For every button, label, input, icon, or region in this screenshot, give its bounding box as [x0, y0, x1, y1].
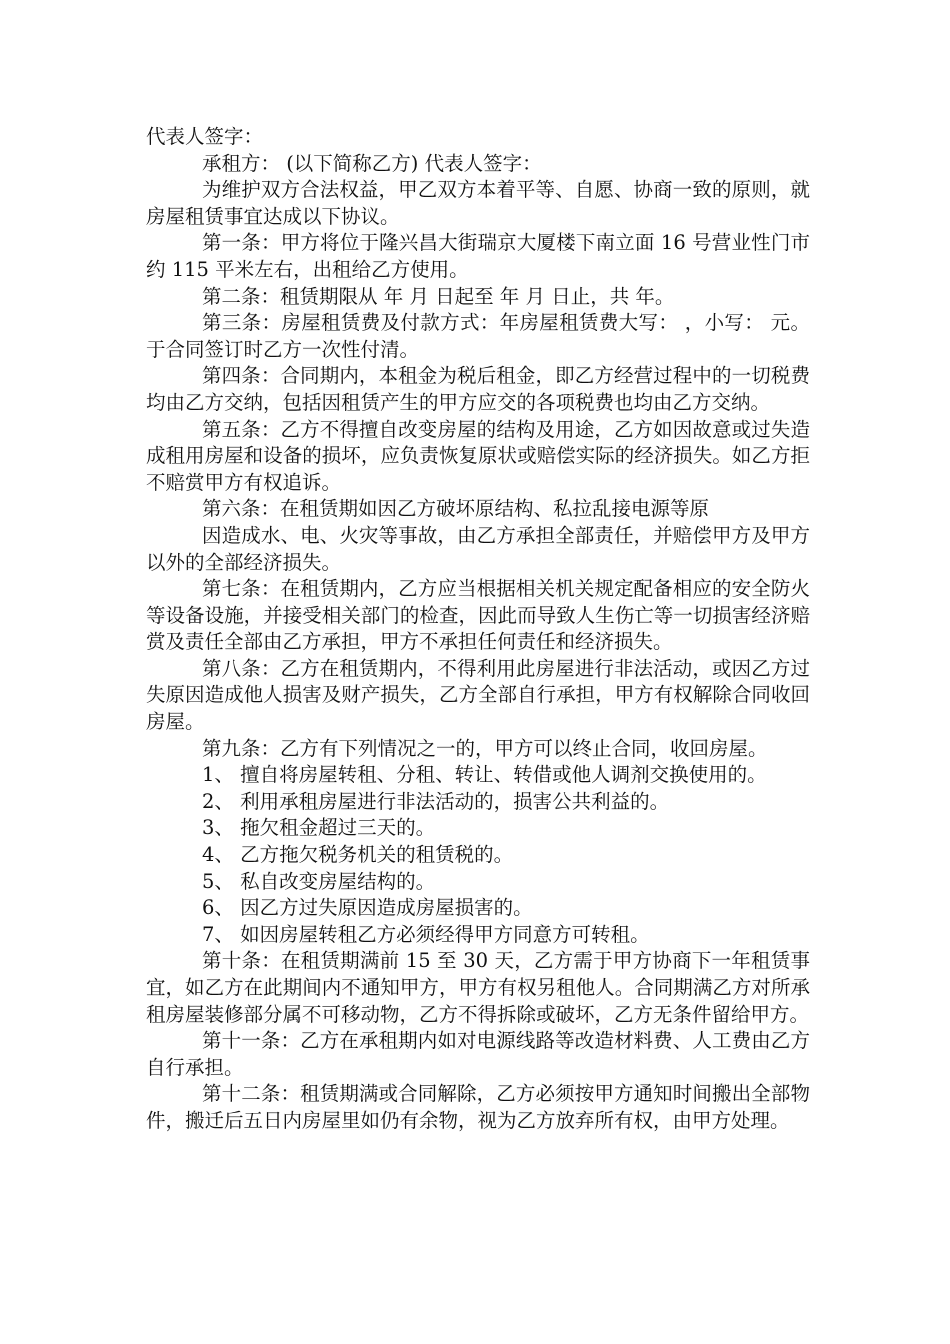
contract-paragraph: 2、 利用承租房屋进行非法活动的，损害公共利益的。 [202, 789, 670, 813]
contract-paragraph: 第九条：乙方有下列情况之一的，甲方可以终止合同，收回房屋。 [202, 736, 768, 760]
contract-paragraph: 第十一条：乙方在承租期内如对电源线路等改造材料费、人工费由乙方自行承担。 [146, 1029, 810, 1079]
contract-paragraph: 第七条：在租赁期内，乙方应当根据相关机关规定配备相应的安全防火等设备设施，并接受相关部门的检查，因此而导致人生伤亡等一切损害经济赔赏及责任全部由乙方承担，甲方不承担任何责任和经济损失。 [146, 577, 810, 654]
contract-paragraph: 7、 如因房屋转租乙方必须经得甲方同意方可转租。 [202, 922, 650, 946]
contract-paragraph: 5、 私自改变房屋结构的。 [202, 869, 436, 893]
contract-paragraph: 承租方： (以下简称乙方) 代表人签字： [202, 151, 542, 175]
contract-paragraph: 第三条：房屋租赁费及付款方式：年房屋租赁费大写： ，小写： 元。于合同签订时乙方一次性付清。 [146, 311, 810, 361]
contract-paragraph: 为维护双方合法权益，甲乙双方本着平等、自愿、协商一致的原则，就房屋租赁事宜达成以下协议。 [146, 178, 810, 228]
contract-paragraph: 第五条：乙方不得擅自改变房屋的结构及用途，乙方如因故意或过失造成租用房屋和设备的损坏，应负责恢复原状或赔偿实际的经济损失。如乙方拒不赔赏甲方有权追诉。 [146, 417, 810, 494]
contract-paragraph: 第十条：在租赁期满前 15 至 30 天，乙方需于甲方协商下一年租赁事宜，如乙方在此期间内不通知甲方，甲方有权另租他人。合同期满乙方对所承租房屋装修部分属不可移动物，乙方不得拆除或破坏，乙方无条件留给甲方。 [146, 949, 810, 1026]
contract-paragraph: 第一条：甲方将位于隆兴昌大街瑞京大厦楼下南立面 16 号营业性门市约 115 平米左右，出租给乙方使用。 [146, 231, 810, 281]
contract-body [146, 124, 810, 1135]
contract-paragraph: 第四条：合同期内，本租金为税后租金，即乙方经营过程中的一切税费均由乙方交纳，包括因租赁产生的甲方应交的各项税费也均由乙方交纳。 [146, 364, 810, 414]
contract-paragraph: 第六条：在租赁期如因乙方破坏原结构、私拉乱接电源等原 [202, 497, 710, 521]
contract-paragraph: 代表人签字： [146, 125, 264, 148]
contract-paragraph: 4、 乙方拖欠税务机关的租赁税的。 [202, 843, 514, 867]
contract-paragraph: 3、 拖欠租金超过三天的。 [202, 816, 436, 840]
contract-paragraph: 因造成水、电、火灾等事故，由乙方承担全部责任，并赔偿甲方及甲方以外的全部经济损失。 [146, 523, 810, 574]
contract-paragraph: 第二条：租赁期限从 年 月 日起至 年 月 日止，共 年。 [202, 284, 675, 308]
contract-paragraph: 1、 擅自将房屋转租、分租、转让、转借或他人调剂交换使用的。 [202, 763, 767, 787]
contract-paragraph: 第八条：乙方在租赁期内，不得利用此房屋进行非法活动，或因乙方过失原因造成他人损害及财产损失，乙方全部自行承担，甲方有权解除合同收回房屋。 [146, 656, 810, 734]
contract-paragraph: 第十二条：租赁期满或合同解除，乙方必须按甲方通知时间搬出全部物件，搬迁后五日内房屋里如仍有余物，视为乙方放弃所有权，由甲方处理。 [146, 1082, 810, 1132]
contract-paragraph: 6、 因乙方过失原因造成房屋损害的。 [202, 896, 533, 920]
